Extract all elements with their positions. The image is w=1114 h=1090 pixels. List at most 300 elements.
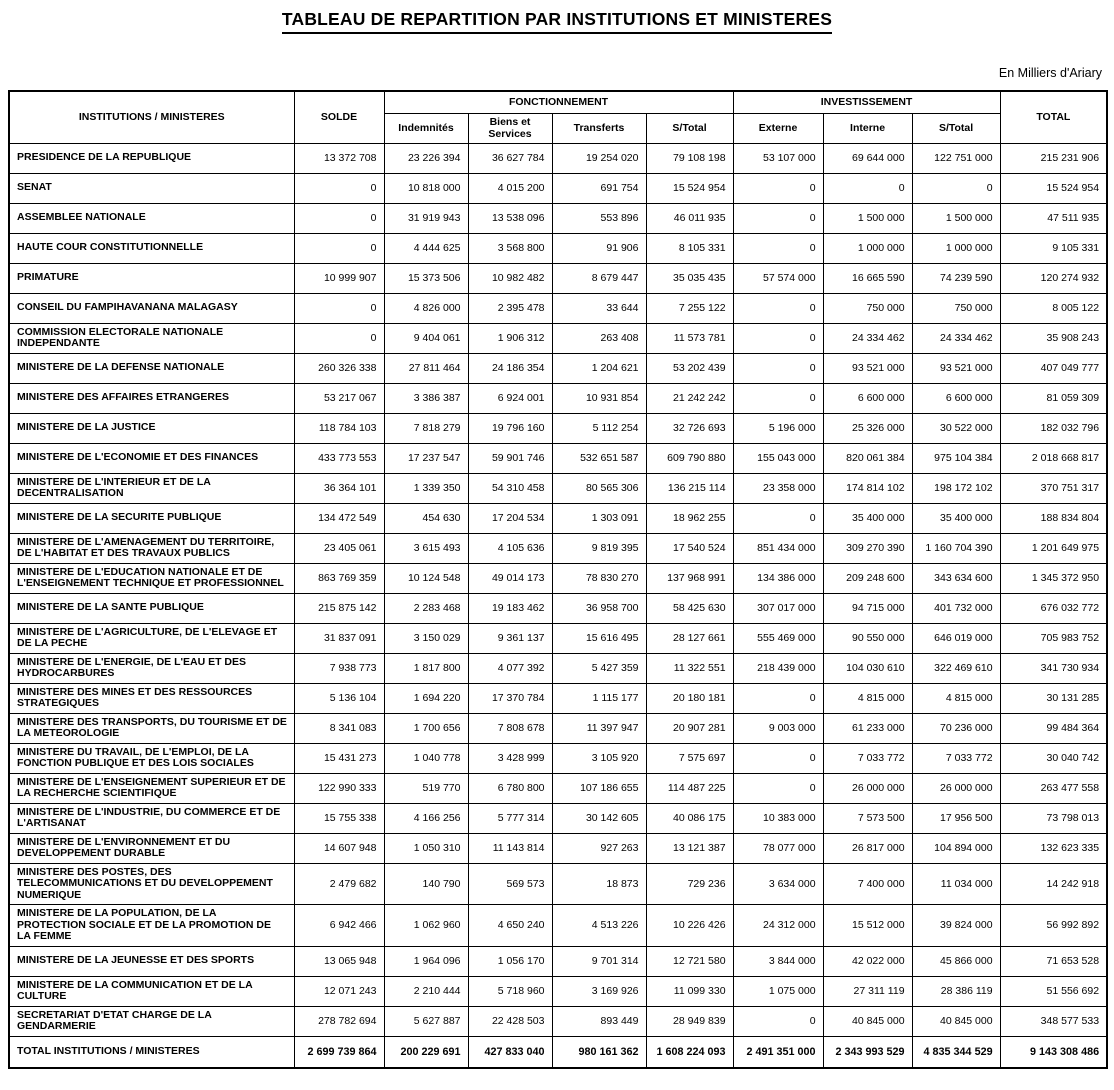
value-cell: 23 405 061 (294, 533, 384, 563)
value-cell: 3 615 493 (384, 533, 468, 563)
header-externe: Externe (733, 113, 823, 143)
value-cell: 4 826 000 (384, 293, 468, 323)
table-body (9, 143, 1107, 1068)
value-cell: 30 040 742 (1000, 743, 1107, 773)
institution-name-cell: MINISTERE DE LA COMMUNICATION ET DE LA CULTURE (9, 976, 294, 1006)
value-cell: 4 166 256 (384, 803, 468, 833)
value-cell: 1 345 372 950 (1000, 563, 1107, 593)
value-cell: 17 237 547 (384, 443, 468, 473)
value-cell: 4 015 200 (468, 173, 552, 203)
institution-name-cell: MINISTERE DE LA DEFENSE NATIONALE (9, 353, 294, 383)
table-row (9, 1006, 1107, 1036)
value-cell: 9 404 061 (384, 323, 468, 353)
value-cell: 20 907 281 (646, 713, 733, 743)
value-cell: 28 949 839 (646, 1006, 733, 1036)
value-cell: 134 386 000 (733, 563, 823, 593)
institution-name-cell: MINISTERE DES TRANSPORTS, DU TOURISME ET DE LA METEOROLOGIE (9, 713, 294, 743)
header-total: TOTAL (1000, 91, 1107, 143)
value-cell: 370 751 317 (1000, 473, 1107, 503)
value-cell: 3 428 999 (468, 743, 552, 773)
value-cell: 81 059 309 (1000, 383, 1107, 413)
table-header (9, 91, 1107, 143)
total-value-cell: 2 491 351 000 (733, 1036, 823, 1068)
value-cell: 118 784 103 (294, 413, 384, 443)
value-cell: 47 511 935 (1000, 203, 1107, 233)
value-cell: 24 186 354 (468, 353, 552, 383)
value-cell: 2 283 468 (384, 593, 468, 623)
value-cell: 10 999 907 (294, 263, 384, 293)
value-cell: 24 334 462 (912, 323, 1000, 353)
value-cell: 8 341 083 (294, 713, 384, 743)
value-cell: 14 607 948 (294, 833, 384, 863)
value-cell: 0 (733, 383, 823, 413)
value-cell: 27 311 119 (823, 976, 912, 1006)
value-cell: 407 049 777 (1000, 353, 1107, 383)
value-cell: 209 248 600 (823, 563, 912, 593)
table-row (9, 623, 1107, 653)
value-cell: 4 815 000 (912, 683, 1000, 713)
value-cell: 7 033 772 (912, 743, 1000, 773)
value-cell: 927 263 (552, 833, 646, 863)
value-cell: 2 018 668 817 (1000, 443, 1107, 473)
value-cell: 104 030 610 (823, 653, 912, 683)
value-cell: 42 022 000 (823, 946, 912, 976)
table-row (9, 443, 1107, 473)
value-cell: 73 798 013 (1000, 803, 1107, 833)
value-cell: 13 372 708 (294, 143, 384, 173)
value-cell: 5 627 887 (384, 1006, 468, 1036)
institution-name-cell: MINISTERE DE LA SECURITE PUBLIQUE (9, 503, 294, 533)
value-cell: 609 790 880 (646, 443, 733, 473)
value-cell: 79 108 198 (646, 143, 733, 173)
value-cell: 19 796 160 (468, 413, 552, 443)
value-cell: 69 644 000 (823, 143, 912, 173)
total-value-cell: 2 699 739 864 (294, 1036, 384, 1068)
value-cell: 35 908 243 (1000, 323, 1107, 353)
value-cell: 0 (294, 233, 384, 263)
value-cell: 30 142 605 (552, 803, 646, 833)
total-value-cell: 1 608 224 093 (646, 1036, 733, 1068)
value-cell: 3 169 926 (552, 976, 646, 1006)
institution-name-cell: MINISTERE DE L'ENERGIE, DE L'EAU ET DES HYDROCARBURES (9, 653, 294, 683)
value-cell: 0 (733, 203, 823, 233)
value-cell: 57 574 000 (733, 263, 823, 293)
value-cell: 11 143 814 (468, 833, 552, 863)
value-cell: 218 439 000 (733, 653, 823, 683)
value-cell: 104 894 000 (912, 833, 1000, 863)
value-cell: 74 239 590 (912, 263, 1000, 293)
value-cell: 863 769 359 (294, 563, 384, 593)
value-cell: 454 630 (384, 503, 468, 533)
value-cell: 56 992 892 (1000, 905, 1107, 947)
value-cell: 26 817 000 (823, 833, 912, 863)
value-cell: 10 383 000 (733, 803, 823, 833)
value-cell: 7 400 000 (823, 863, 912, 905)
value-cell: 1 906 312 (468, 323, 552, 353)
value-cell: 13 121 387 (646, 833, 733, 863)
table-row (9, 773, 1107, 803)
value-cell: 7 573 500 (823, 803, 912, 833)
value-cell: 31 837 091 (294, 623, 384, 653)
value-cell: 1 694 220 (384, 683, 468, 713)
header-investissement-group: INVESTISSEMENT (733, 91, 1000, 113)
value-cell: 691 754 (552, 173, 646, 203)
value-cell: 10 931 854 (552, 383, 646, 413)
table-row (9, 563, 1107, 593)
value-cell: 215 231 906 (1000, 143, 1107, 173)
value-cell: 343 634 600 (912, 563, 1000, 593)
value-cell: 15 512 000 (823, 905, 912, 947)
value-cell: 9 701 314 (552, 946, 646, 976)
value-cell: 19 254 020 (552, 143, 646, 173)
value-cell: 309 270 390 (823, 533, 912, 563)
value-cell: 975 104 384 (912, 443, 1000, 473)
value-cell: 215 875 142 (294, 593, 384, 623)
value-cell: 1 000 000 (912, 233, 1000, 263)
value-cell: 11 034 000 (912, 863, 1000, 905)
value-cell: 1 201 649 975 (1000, 533, 1107, 563)
institution-name-cell: MINISTERE DE L'AGRICULTURE, DE L'ELEVAGE ET DE LA PECHE (9, 623, 294, 653)
value-cell: 263 477 558 (1000, 773, 1107, 803)
value-cell: 750 000 (823, 293, 912, 323)
table-row (9, 233, 1107, 263)
value-cell: 40 845 000 (912, 1006, 1000, 1036)
value-cell: 71 653 528 (1000, 946, 1107, 976)
value-cell: 5 427 359 (552, 653, 646, 683)
value-cell: 90 550 000 (823, 623, 912, 653)
value-cell: 45 866 000 (912, 946, 1000, 976)
institution-name-cell: MINISTERE DE L'ENSEIGNEMENT SUPERIEUR ET DE LA RECHERCHE SCIENTIFIQUE (9, 773, 294, 803)
value-cell: 1 075 000 (733, 976, 823, 1006)
institution-name-cell: MINISTERE DES POSTES, DES TELECOMMUNICATIONS ET DU DEVELOPPEMENT NUMERIQUE (9, 863, 294, 905)
total-value-cell: 4 835 344 529 (912, 1036, 1000, 1068)
header-transferts: Transferts (552, 113, 646, 143)
value-cell: 10 982 482 (468, 263, 552, 293)
value-cell: 3 634 000 (733, 863, 823, 905)
value-cell: 36 958 700 (552, 593, 646, 623)
value-cell: 15 755 338 (294, 803, 384, 833)
value-cell: 0 (912, 173, 1000, 203)
institution-name-cell: MINISTERE DU TRAVAIL, DE L'EMPLOI, DE LA FONCTION PUBLIQUE ET DES LOIS SOCIALES (9, 743, 294, 773)
table-row (9, 323, 1107, 353)
value-cell: 5 777 314 (468, 803, 552, 833)
value-cell: 32 726 693 (646, 413, 733, 443)
value-cell: 893 449 (552, 1006, 646, 1036)
institution-name-cell: MINISTERE DE LA POPULATION, DE LA PROTECTION SOCIALE ET DE LA PROMOTION DE LA FEMME (9, 905, 294, 947)
value-cell: 7 575 697 (646, 743, 733, 773)
institution-name-cell: MINISTERE DE L'EDUCATION NATIONALE ET DE L'ENSEIGNEMENT TECHNIQUE ET PROFESSIONNEL (9, 563, 294, 593)
value-cell: 18 873 (552, 863, 646, 905)
value-cell: 1 700 656 (384, 713, 468, 743)
value-cell: 27 811 464 (384, 353, 468, 383)
institution-name-cell: COMMISSION ELECTORALE NATIONALE INDEPENDANTE (9, 323, 294, 353)
header-indemnites: Indemnités (384, 113, 468, 143)
value-cell: 78 077 000 (733, 833, 823, 863)
institution-name-cell: MINISTERE DE LA JUSTICE (9, 413, 294, 443)
value-cell: 322 469 610 (912, 653, 1000, 683)
value-cell: 4 513 226 (552, 905, 646, 947)
value-cell: 1 964 096 (384, 946, 468, 976)
value-cell: 3 568 800 (468, 233, 552, 263)
value-cell: 569 573 (468, 863, 552, 905)
value-cell: 120 274 932 (1000, 263, 1107, 293)
value-cell: 18 962 255 (646, 503, 733, 533)
value-cell: 122 990 333 (294, 773, 384, 803)
value-cell: 820 061 384 (823, 443, 912, 473)
table-row (9, 173, 1107, 203)
value-cell: 676 032 772 (1000, 593, 1107, 623)
value-cell: 22 428 503 (468, 1006, 552, 1036)
value-cell: 851 434 000 (733, 533, 823, 563)
institution-name-cell: MINISTERE DES AFFAIRES ETRANGERES (9, 383, 294, 413)
value-cell: 14 242 918 (1000, 863, 1107, 905)
value-cell: 5 718 960 (468, 976, 552, 1006)
value-cell: 278 782 694 (294, 1006, 384, 1036)
value-cell: 260 326 338 (294, 353, 384, 383)
value-cell: 13 065 948 (294, 946, 384, 976)
value-cell: 8 105 331 (646, 233, 733, 263)
value-cell: 4 105 636 (468, 533, 552, 563)
value-cell: 15 524 954 (646, 173, 733, 203)
value-cell: 0 (733, 293, 823, 323)
value-cell: 555 469 000 (733, 623, 823, 653)
value-cell: 1 115 177 (552, 683, 646, 713)
value-cell: 23 358 000 (733, 473, 823, 503)
value-cell: 132 623 335 (1000, 833, 1107, 863)
value-cell: 54 310 458 (468, 473, 552, 503)
value-cell: 0 (733, 683, 823, 713)
value-cell: 0 (733, 323, 823, 353)
value-cell: 3 844 000 (733, 946, 823, 976)
value-cell: 24 334 462 (823, 323, 912, 353)
header-fonctionnement-group: FONCTIONNEMENT (384, 91, 733, 113)
value-cell: 0 (733, 743, 823, 773)
value-cell: 7 818 279 (384, 413, 468, 443)
value-cell: 1 062 960 (384, 905, 468, 947)
total-value-cell: 427 833 040 (468, 1036, 552, 1068)
value-cell: 750 000 (912, 293, 1000, 323)
table-row (9, 413, 1107, 443)
value-cell: 11 322 551 (646, 653, 733, 683)
value-cell: 7 808 678 (468, 713, 552, 743)
repartition-table (8, 90, 1108, 1069)
value-cell: 24 312 000 (733, 905, 823, 947)
value-cell: 1 500 000 (823, 203, 912, 233)
header-biens-services: Biens et Services (468, 113, 552, 143)
table-row (9, 713, 1107, 743)
value-cell: 12 071 243 (294, 976, 384, 1006)
value-cell: 136 215 114 (646, 473, 733, 503)
value-cell: 9 105 331 (1000, 233, 1107, 263)
value-cell: 93 521 000 (823, 353, 912, 383)
value-cell: 6 924 001 (468, 383, 552, 413)
value-cell: 3 386 387 (384, 383, 468, 413)
header-stotal-fonctionnement: S/Total (646, 113, 733, 143)
value-cell: 40 845 000 (823, 1006, 912, 1036)
value-cell: 20 180 181 (646, 683, 733, 713)
value-cell: 4 444 625 (384, 233, 468, 263)
value-cell: 15 373 506 (384, 263, 468, 293)
institution-name-cell: ASSEMBLEE NATIONALE (9, 203, 294, 233)
value-cell: 46 011 935 (646, 203, 733, 233)
value-cell: 26 000 000 (823, 773, 912, 803)
value-cell: 140 790 (384, 863, 468, 905)
table-row (9, 743, 1107, 773)
value-cell: 93 521 000 (912, 353, 1000, 383)
value-cell: 51 556 692 (1000, 976, 1107, 1006)
value-cell: 10 226 426 (646, 905, 733, 947)
value-cell: 174 814 102 (823, 473, 912, 503)
institution-name-cell: MINISTERE DE L'INTERIEUR ET DE LA DECENTRALISATION (9, 473, 294, 503)
total-row (9, 1036, 1107, 1068)
value-cell: 9 003 000 (733, 713, 823, 743)
institution-name-cell: MINISTERE DE L'AMENAGEMENT DU TERRITOIRE, DE L'HABITAT ET DES TRAVAUX PUBLICS (9, 533, 294, 563)
table-row (9, 203, 1107, 233)
value-cell: 0 (294, 293, 384, 323)
value-cell: 0 (823, 173, 912, 203)
value-cell: 519 770 (384, 773, 468, 803)
value-cell: 7 938 773 (294, 653, 384, 683)
header-stotal-investissement: S/Total (912, 113, 1000, 143)
value-cell: 7 255 122 (646, 293, 733, 323)
value-cell: 15 431 273 (294, 743, 384, 773)
value-cell: 5 112 254 (552, 413, 646, 443)
table-row (9, 905, 1107, 947)
table-row (9, 263, 1107, 293)
header-solde: SOLDE (294, 91, 384, 143)
value-cell: 11 397 947 (552, 713, 646, 743)
table-row (9, 533, 1107, 563)
value-cell: 1 000 000 (823, 233, 912, 263)
table-row (9, 593, 1107, 623)
total-label-cell: TOTAL INSTITUTIONS / MINISTERES (9, 1036, 294, 1068)
table-row (9, 353, 1107, 383)
value-cell: 17 956 500 (912, 803, 1000, 833)
value-cell: 307 017 000 (733, 593, 823, 623)
value-cell: 9 361 137 (468, 623, 552, 653)
value-cell: 1 339 350 (384, 473, 468, 503)
value-cell: 1 056 170 (468, 946, 552, 976)
table-row (9, 503, 1107, 533)
value-cell: 36 627 784 (468, 143, 552, 173)
value-cell: 0 (733, 773, 823, 803)
value-cell: 19 183 462 (468, 593, 552, 623)
value-cell: 0 (294, 173, 384, 203)
value-cell: 30 522 000 (912, 413, 1000, 443)
value-cell: 6 942 466 (294, 905, 384, 947)
value-cell: 5 136 104 (294, 683, 384, 713)
value-cell: 0 (733, 1006, 823, 1036)
value-cell: 30 131 285 (1000, 683, 1107, 713)
value-cell: 1 050 310 (384, 833, 468, 863)
institution-name-cell: PRIMATURE (9, 263, 294, 293)
total-value-cell: 200 229 691 (384, 1036, 468, 1068)
value-cell: 1 500 000 (912, 203, 1000, 233)
value-cell: 6 600 000 (912, 383, 1000, 413)
total-value-cell: 2 343 993 529 (823, 1036, 912, 1068)
institution-name-cell: SENAT (9, 173, 294, 203)
table-row (9, 976, 1107, 1006)
value-cell: 31 919 943 (384, 203, 468, 233)
value-cell: 2 210 444 (384, 976, 468, 1006)
value-cell: 729 236 (646, 863, 733, 905)
table-row (9, 833, 1107, 863)
value-cell: 114 487 225 (646, 773, 733, 803)
value-cell: 263 408 (552, 323, 646, 353)
value-cell: 53 202 439 (646, 353, 733, 383)
value-cell: 11 099 330 (646, 976, 733, 1006)
value-cell: 3 150 029 (384, 623, 468, 653)
total-value-cell: 980 161 362 (552, 1036, 646, 1068)
value-cell: 341 730 934 (1000, 653, 1107, 683)
value-cell: 7 033 772 (823, 743, 912, 773)
value-cell: 16 665 590 (823, 263, 912, 293)
value-cell: 12 721 580 (646, 946, 733, 976)
value-cell: 35 035 435 (646, 263, 733, 293)
value-cell: 15 616 495 (552, 623, 646, 653)
value-cell: 28 386 119 (912, 976, 1000, 1006)
institution-name-cell: MINISTERE DE LA SANTE PUBLIQUE (9, 593, 294, 623)
value-cell: 10 124 548 (384, 563, 468, 593)
value-cell: 39 824 000 (912, 905, 1000, 947)
value-cell: 35 400 000 (912, 503, 1000, 533)
value-cell: 36 364 101 (294, 473, 384, 503)
institution-name-cell: MINISTERE DES MINES ET DES RESSOURCES STRATEGIQUES (9, 683, 294, 713)
value-cell: 80 565 306 (552, 473, 646, 503)
value-cell: 33 644 (552, 293, 646, 323)
value-cell: 188 834 804 (1000, 503, 1107, 533)
institution-name-cell: MINISTERE DE LA JEUNESSE ET DES SPORTS (9, 946, 294, 976)
value-cell: 0 (733, 173, 823, 203)
value-cell: 1 040 778 (384, 743, 468, 773)
value-cell: 6 600 000 (823, 383, 912, 413)
table-row (9, 946, 1107, 976)
institution-name-cell: SECRETARIAT D'ETAT CHARGE DE LA GENDARMERIE (9, 1006, 294, 1036)
header-group-row (9, 91, 1107, 113)
table-row (9, 683, 1107, 713)
value-cell: 70 236 000 (912, 713, 1000, 743)
value-cell: 0 (733, 353, 823, 383)
value-cell: 10 818 000 (384, 173, 468, 203)
value-cell: 59 901 746 (468, 443, 552, 473)
value-cell: 61 233 000 (823, 713, 912, 743)
value-cell: 23 226 394 (384, 143, 468, 173)
unit-note: En Milliers d'Ariary (998, 66, 1102, 80)
header-interne: Interne (823, 113, 912, 143)
value-cell: 53 217 067 (294, 383, 384, 413)
value-cell: 705 983 752 (1000, 623, 1107, 653)
table-row (9, 143, 1107, 173)
value-cell: 17 370 784 (468, 683, 552, 713)
value-cell: 17 204 534 (468, 503, 552, 533)
table-row (9, 293, 1107, 323)
table-row (9, 863, 1107, 905)
value-cell: 15 524 954 (1000, 173, 1107, 203)
institution-name-cell: CONSEIL DU FAMPIHAVANANA MALAGASY (9, 293, 294, 323)
value-cell: 1 160 704 390 (912, 533, 1000, 563)
page-title: TABLEAU DE REPARTITION PAR INSTITUTIONS ET MINISTERES (0, 9, 1114, 34)
table-row (9, 803, 1107, 833)
value-cell: 91 906 (552, 233, 646, 263)
value-cell: 9 819 395 (552, 533, 646, 563)
value-cell: 2 395 478 (468, 293, 552, 323)
value-cell: 35 400 000 (823, 503, 912, 533)
value-cell: 134 472 549 (294, 503, 384, 533)
value-cell: 49 014 173 (468, 563, 552, 593)
value-cell: 40 086 175 (646, 803, 733, 833)
value-cell: 182 032 796 (1000, 413, 1107, 443)
value-cell: 0 (294, 203, 384, 233)
